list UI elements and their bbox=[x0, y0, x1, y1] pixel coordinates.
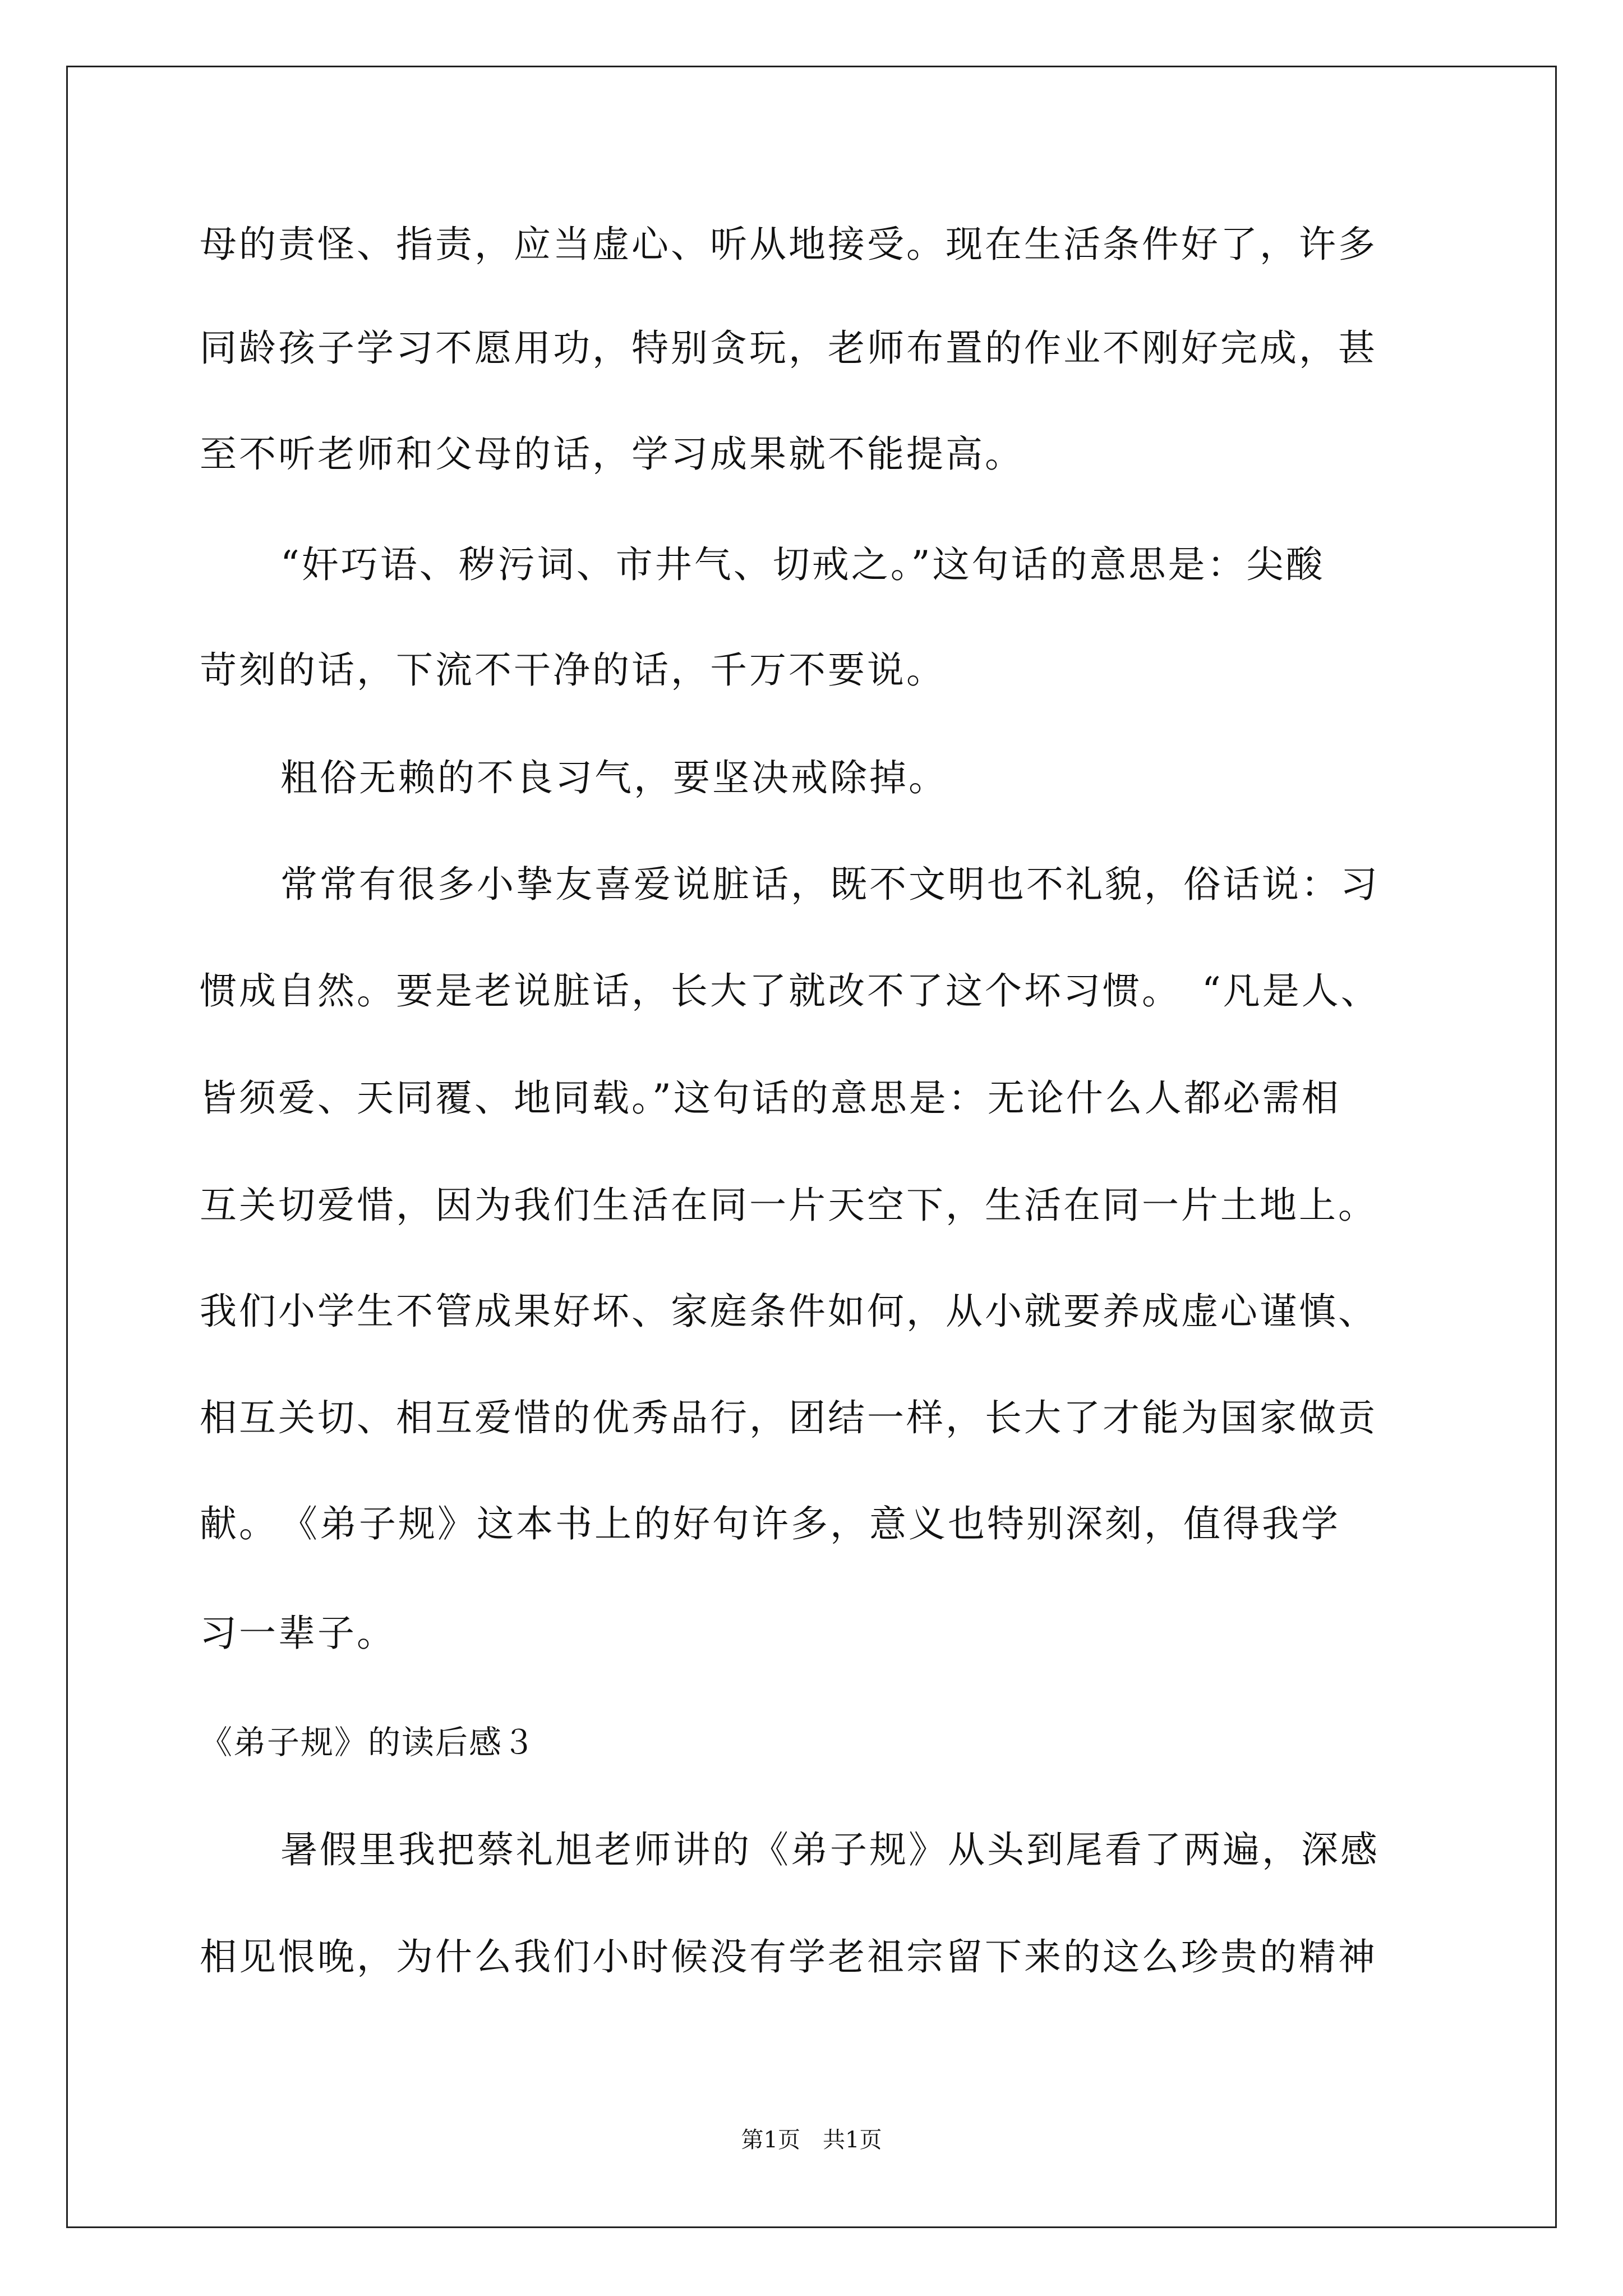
body-line: 互关切爱惜，因为我们生活在同一片天空下，生活在同一片土地上。 bbox=[200, 1184, 1377, 1227]
body-line: 母的责怪、指责，应当虚心、听从地接受。现在生活条件好了，许多 bbox=[200, 223, 1377, 266]
body-line: 常常有很多小挚友喜爱说脏话，既不文明也不礼貌，俗话说：习 bbox=[280, 863, 1380, 906]
section-title: 《弟子规》的读后感３ bbox=[200, 1723, 537, 1761]
body-line: “奸巧语、秽污词、市井气、切戒之。”这句话的意思是：尖酸 bbox=[280, 543, 1325, 586]
body-line: 粗俗无赖的不良习气，要坚决戒除掉。 bbox=[280, 756, 948, 799]
body-line: 惯成自然。要是老说脏话，长大了就改不了这个坏习惯。 “凡是人、 bbox=[200, 969, 1380, 1013]
body-line: 同龄孩子学习不愿用功，特别贪玩，老师布置的作业不刚好完成，甚 bbox=[200, 326, 1377, 370]
body-line: 相互关切、相互爱惜的优秀品行，团结一样，长大了才能为国家做贡 bbox=[200, 1396, 1377, 1439]
body-line: 至不听老师和父母的话，学习成果就不能提高。 bbox=[200, 432, 1024, 476]
body-line: 苛刻的话，下流不干净的话，千万不要说。 bbox=[200, 648, 946, 692]
body-line: 我们小学生不管成果好坏、家庭条件如何，从小就要养成虚心谨慎、 bbox=[200, 1290, 1377, 1333]
body-line: 暑假里我把蔡礼旭老师讲的《弟子规》从头到尾看了两遍，深感 bbox=[280, 1828, 1380, 1871]
body-line: 相见恨晚，为什么我们小时候没有学老祖宗留下来的这么珍贵的精神 bbox=[200, 1935, 1377, 1978]
body-line: 习一辈子。 bbox=[200, 1612, 396, 1655]
body-line: 皆须爱、天同覆、地同载。”这句话的意思是：无论什么人都必需相 bbox=[200, 1076, 1341, 1120]
page-border bbox=[66, 66, 1557, 2228]
page-footer: 第1页 共1页 bbox=[741, 2127, 882, 2153]
body-line: 献。 《弟子规》这本书上的好句许多，意义也特别深刻，值得我学 bbox=[200, 1502, 1340, 1545]
